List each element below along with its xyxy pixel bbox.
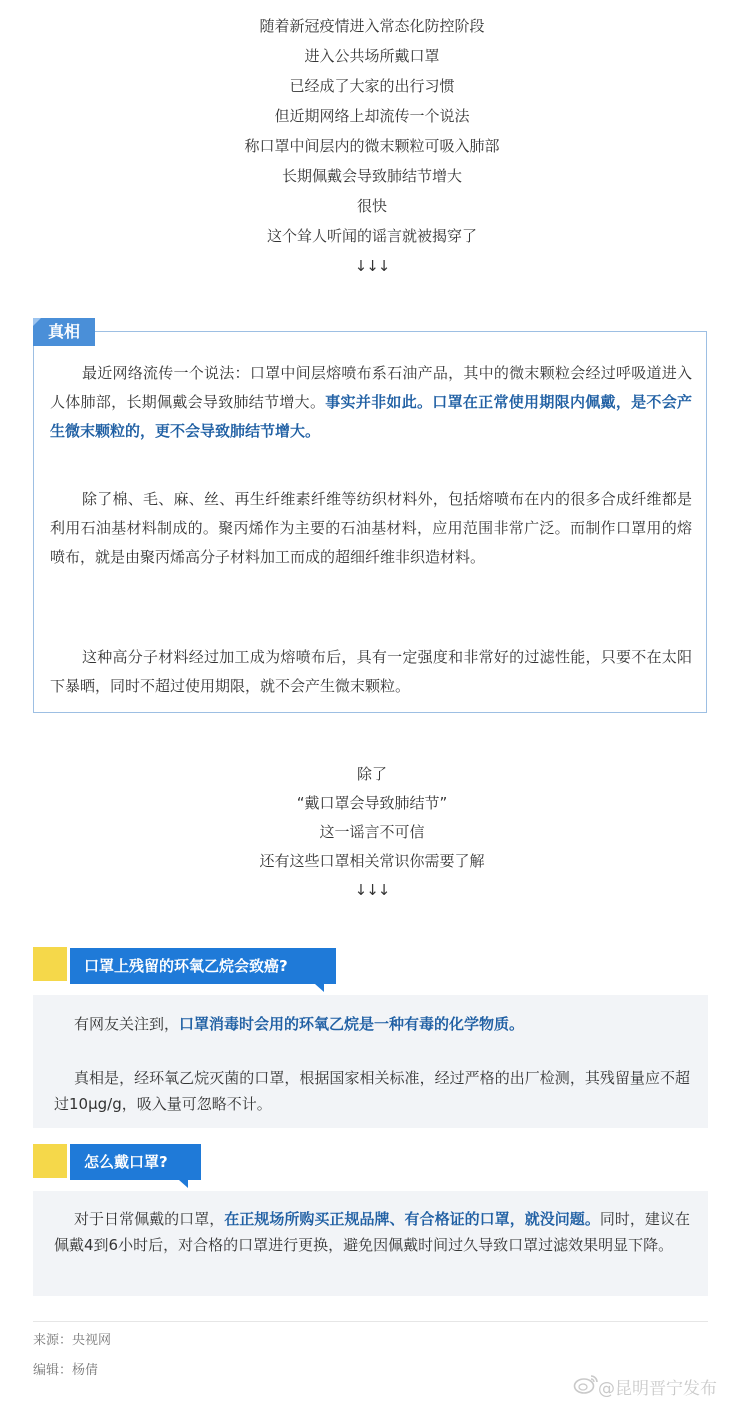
q1-title-tail xyxy=(315,984,324,992)
intro-line: 但近期网络上却流传一个说法 xyxy=(274,107,470,125)
q2-title: 怎么戴口罩? xyxy=(70,1144,201,1180)
intro-line: 已经成了大家的出行习惯 xyxy=(289,77,455,95)
q2-title-tail xyxy=(179,1180,188,1188)
truth-tab: 真相 xyxy=(33,318,95,346)
source-text: 来源：央视网 xyxy=(33,1333,112,1348)
q1-accent-square xyxy=(33,947,67,981)
tab-corner-decoration xyxy=(33,318,41,326)
intro-line: 随着新冠疫情进入常态化防控阶段 xyxy=(259,17,485,35)
weibo-icon xyxy=(573,1373,599,1395)
truth-p1-text: 最近网络流传一个说法：口罩中间层熔喷布系石油产品，其中的微末颗粒会经过呼吸道进入人体肺部，长期佩戴会导致肺结节增大。 xyxy=(50,364,692,411)
q2-p1-highlight: 在正规场所购买正规品牌、有合格证的口罩，就没问题。 xyxy=(224,1210,600,1228)
q1-paragraph-2: 真相是，经环氧乙烷灭菌的口罩，根据国家相关标准，经过严格的出厂检测，其残留量应不超过10μg/g，吸入量可忽略不计。 xyxy=(54,1069,690,1113)
q2-accent-square xyxy=(33,1144,67,1178)
q2-paragraph-1 xyxy=(54,1206,690,1258)
intro-line: 进入公共场所戴口罩 xyxy=(304,47,440,65)
middle-line: 这一谣言不可信 xyxy=(319,823,425,841)
intro-section xyxy=(0,11,744,281)
truth-p1-highlight: 事实并非如此。口罩在正常使用期限内佩戴，是不会产生微末颗粒的，更不会导致肺结节增大。 xyxy=(50,393,692,440)
editor-text: 编辑：杨倩 xyxy=(33,1363,99,1378)
truth-paragraph-1 xyxy=(50,359,692,446)
intro-line: 很快 xyxy=(356,197,387,215)
truth-paragraph-3: 这种高分子材料经过加工成为熔喷布后，具有一定强度和非常好的过滤性能，只要不在太阳下暴晒，同时不超过使用期限，就不会产生微末颗粒。 xyxy=(50,648,692,695)
intro-line: 称口罩中间层内的微末颗粒可吸入肺部 xyxy=(244,137,500,155)
q2-p1-text-a: 对于日常佩戴的口罩， xyxy=(74,1210,225,1228)
middle-section xyxy=(0,760,744,905)
footer-divider xyxy=(33,1321,708,1322)
q1-p1-text: 有网友关注到， xyxy=(74,1015,180,1033)
middle-line: “戴口罩会导致肺结节” xyxy=(296,794,448,812)
q2-p1-text-b: 同时，建议在佩戴4到6小时后，对合格的口罩进行更换，避免因佩戴时间过久导致口罩过滤效果明显下降。 xyxy=(54,1210,690,1254)
intro-line: 长期佩戴会导致肺结节增大 xyxy=(281,167,462,185)
q1-title: 口罩上残留的环氧乙烷会致癌? xyxy=(70,948,336,984)
down-arrows-icon: ↓↓↓ xyxy=(354,881,390,899)
down-arrows-icon: ↓↓↓ xyxy=(354,257,390,275)
truth-paragraph-2: 除了棉、毛、麻、丝、再生纤维素纤维等纺织材料外，包括熔喷布在内的很多合成纤维都是利用石油基材料制成的。聚丙烯作为主要的石油基材料，应用范围非常广泛。而制作口罩用的熔喷布，就是由聚丙烯高分子材料加工而成的超细纤维非织造材料。 xyxy=(50,490,692,566)
watermark: @昆明晋宁发布 xyxy=(598,1379,717,1399)
middle-line: 除了 xyxy=(356,765,387,783)
q1-paragraph-1 xyxy=(54,1011,690,1037)
middle-line: 还有这些口罩相关常识你需要了解 xyxy=(259,852,485,870)
q1-p1-highlight: 口罩消毒时会用的环氧乙烷是一种有毒的化学物质。 xyxy=(179,1015,525,1033)
intro-line: 这个耸人听闻的谣言就被揭穿了 xyxy=(266,227,477,245)
